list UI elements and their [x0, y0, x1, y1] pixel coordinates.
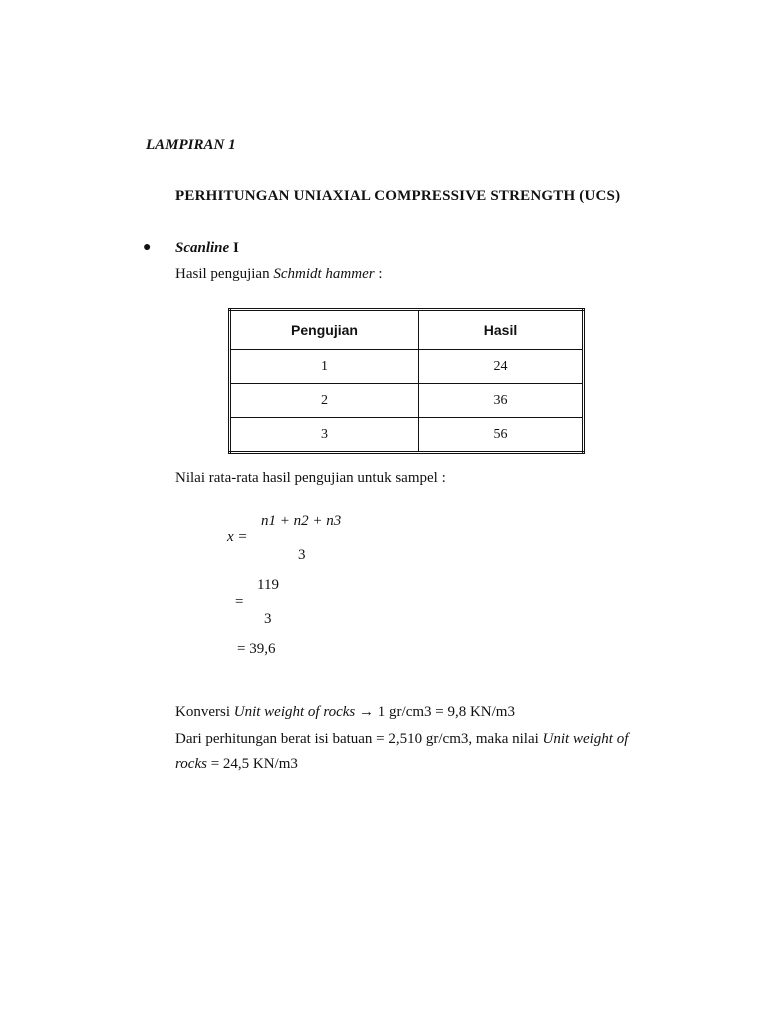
unit-weight-result — [175, 756, 298, 773]
unit-weight-value: = 24,5 KN/m3 — [206, 756, 298, 772]
table-row — [230, 418, 584, 453]
page-title: PERHITUNGAN UNIAXIAL COMPRESSIVE STRENGTH (UCS) — [175, 188, 621, 204]
bullet-icon: ● — [143, 240, 152, 255]
conversion-prefix: Konversi — [175, 704, 234, 720]
formula-denominator: 3 — [298, 547, 306, 563]
formula-numerator: n1 + n2 + n3 — [261, 513, 342, 529]
average-intro: Nilai rata-rata hasil pengujian untuk sampel : — [175, 470, 446, 486]
equals-sign: = — [235, 594, 244, 610]
schmidt-hammer-term: Schmidt hammer — [273, 266, 375, 282]
schmidt-intro-suffix: : — [374, 266, 383, 282]
cell-hasil: 24 — [419, 350, 584, 384]
density-prefix: Dari perhitungan berat isi batuan = 2,510 gr/cm3, maka nilai — [175, 731, 543, 747]
scanline-number: I — [229, 240, 239, 256]
conversion-suffix: → 1 gr/cm3 = 9,8 KN/m3 — [355, 704, 515, 720]
sum-numerator: 119 — [257, 577, 279, 593]
unit-weight-term-2: Unit weight of — [542, 731, 629, 747]
cell-hasil: 56 — [419, 418, 584, 453]
schmidt-intro-prefix: Hasil pengujian — [175, 266, 274, 282]
scanline-label: Scanline — [175, 240, 230, 256]
header-hasil: Hasil — [419, 310, 584, 350]
cell-pengujian: 1 — [230, 350, 419, 384]
density-line — [175, 731, 628, 748]
formula-lhs: x = — [227, 529, 248, 545]
table-row — [230, 384, 584, 418]
rocks-term: rocks — [175, 756, 207, 772]
average-result: = 39,6 — [237, 641, 276, 657]
sum-denominator: 3 — [264, 611, 272, 627]
cell-hasil: 36 — [419, 384, 584, 418]
table-header-row — [230, 310, 584, 350]
schmidt-intro — [175, 266, 383, 283]
unit-weight-term: Unit weight of rocks — [233, 704, 356, 720]
table-row — [230, 350, 584, 384]
cell-pengujian: 2 — [230, 384, 419, 418]
results-table — [228, 308, 585, 454]
section-heading — [175, 240, 239, 257]
cell-pengujian: 3 — [230, 418, 419, 453]
appendix-label: LAMPIRAN 1 — [146, 137, 236, 153]
conversion-line — [175, 704, 515, 721]
header-pengujian: Pengujian — [230, 310, 419, 350]
